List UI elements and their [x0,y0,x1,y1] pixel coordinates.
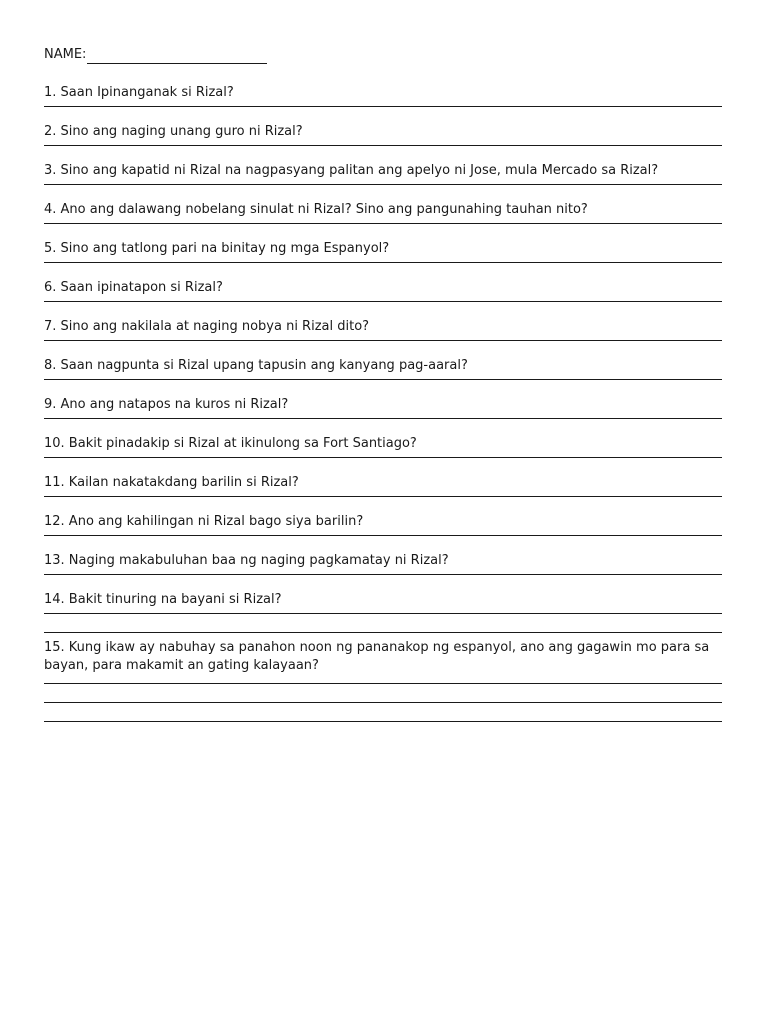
answer-line[interactable] [44,632,722,633]
answer-line[interactable] [44,613,722,614]
question-13 [44,552,722,575]
question-list [44,84,722,722]
answer-line[interactable] [44,683,722,684]
answer-line[interactable] [44,418,722,419]
answer-line[interactable] [44,496,722,497]
answer-line[interactable] [44,535,722,536]
question-text: 9. Ano ang natapos na kuros ni Rizal? [44,397,289,412]
question-5 [44,240,722,263]
answer-line[interactable] [44,340,722,341]
answer-line[interactable] [44,702,722,703]
question-text: 2. Sino ang naging unang guro ni Rizal? [44,124,303,139]
answer-line[interactable] [44,106,722,107]
question-2 [44,123,722,146]
question-12 [44,513,722,536]
worksheet [44,46,722,722]
question-text: 7. Sino ang nakilala at naging nobya ni Rizal dito? [44,319,370,334]
name-field[interactable] [87,49,267,64]
answer-line[interactable] [44,145,722,146]
question-10 [44,435,722,458]
question-9 [44,396,722,419]
question-14 [44,591,722,633]
question-text: 6. Saan ipinatapon si Rizal? [44,280,223,295]
name-row [44,46,722,64]
question-15 [44,639,722,722]
answer-line[interactable] [44,721,722,722]
question-text: 10. Bakit pinadakip si Rizal at ikinulong sa Fort Santiago? [44,436,417,451]
question-text: 5. Sino ang tatlong pari na binitay ng mga Espanyol? [44,241,390,256]
question-6 [44,279,722,302]
question-text: 15. Kung ikaw ay nabuhay sa panahon noon ng pananakop ng espanyol, ano ang gagawin mo para sa bayan, para makamit an gating kalayaan? [44,640,710,673]
question-4 [44,201,722,224]
question-text: 11. Kailan nakatakdang barilin si Rizal? [44,475,299,490]
question-8 [44,357,722,380]
question-text: 4. Ano ang dalawang nobelang sinulat ni Rizal? Sino ang pangunahing tauhan nito? [44,202,588,217]
question-1 [44,84,722,107]
question-text: 12. Ano ang kahilingan ni Rizal bago siya barilin? [44,514,364,529]
answer-line[interactable] [44,223,722,224]
question-7 [44,318,722,341]
question-text: 1. Saan Ipinanganak si Rizal? [44,85,234,100]
answer-line[interactable] [44,301,722,302]
question-11 [44,474,722,497]
answer-line[interactable] [44,379,722,380]
answer-line[interactable] [44,262,722,263]
question-text: 8. Saan nagpunta si Rizal upang tapusin ang kanyang pag-aaral? [44,358,468,373]
question-text: 14. Bakit tinuring na bayani si Rizal? [44,592,282,607]
question-text: 13. Naging makabuluhan baa ng naging pagkamatay ni Rizal? [44,553,449,568]
question-text: 3. Sino ang kapatid ni Rizal na nagpasyang palitan ang apelyo ni Jose, mula Mercado sa Rizal? [44,163,659,178]
name-label: NAME: [44,47,87,62]
answer-line[interactable] [44,457,722,458]
answer-line[interactable] [44,184,722,185]
answer-line[interactable] [44,574,722,575]
question-3 [44,162,722,185]
